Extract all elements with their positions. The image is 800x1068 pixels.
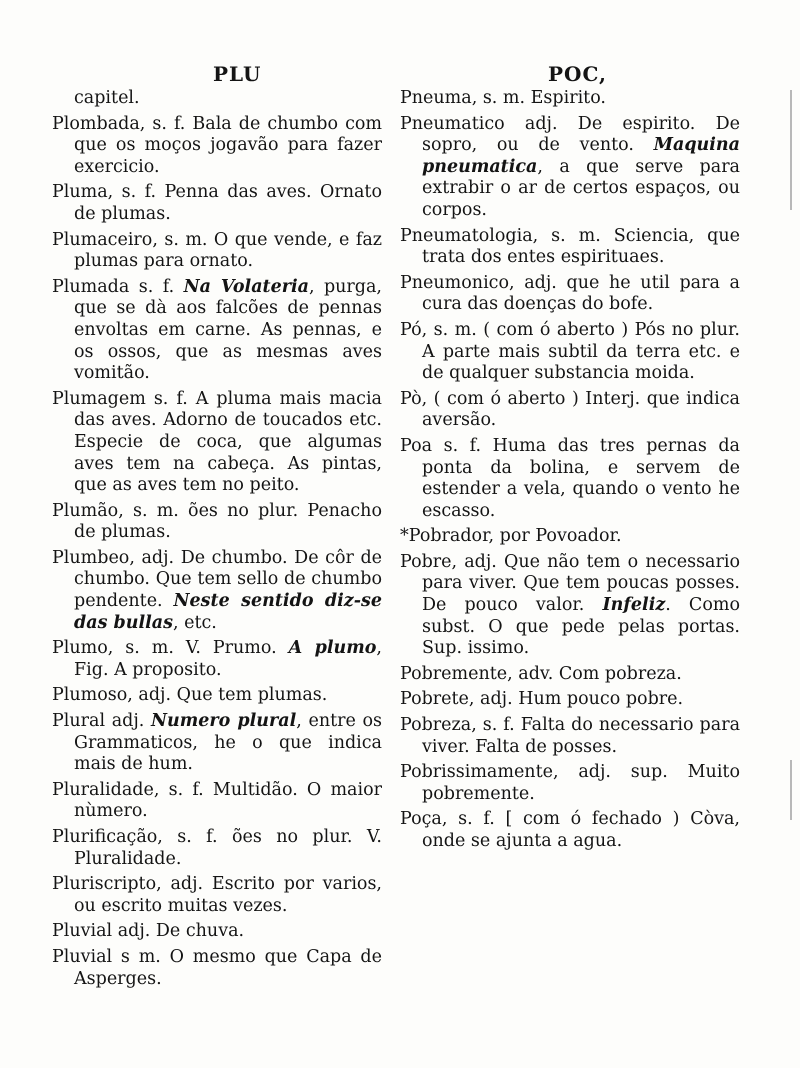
dictionary-entry-pluriscripto — [52, 874, 382, 917]
headword: Plumaceiro — [52, 229, 153, 250]
definition-text: , s. m. V. Prumo. — [107, 638, 289, 659]
definition-text: adj. De espirito. De sopro, ou de vento. — [422, 113, 740, 156]
dictionary-entry-poca — [400, 809, 740, 852]
headword: Plumbeo — [52, 547, 130, 568]
dictionary-entry-pobreza — [400, 715, 740, 758]
definition-text: capitel. — [74, 88, 140, 108]
dictionary-entry-capitel — [52, 88, 382, 110]
headword: Pobre — [400, 551, 452, 572]
dictionary-entry-pneumonico — [400, 273, 740, 316]
italic-phrase: Maquina pneumatica — [422, 135, 740, 177]
definition-text: , por Povoador. — [488, 526, 622, 547]
header-right-guideword: POC, — [548, 62, 607, 86]
definition-text: adj. De chuva. — [112, 921, 245, 942]
definition-text: s. f. A pluma mais macia das aves. Adorno de toucados etc. Especie de coca, que algumas aves tem na cabeça. As pintas, que as aves tem no peito. — [74, 388, 382, 496]
headword: *Pobrador — [400, 526, 489, 547]
definition-text: , adj. De chumbo. De côr de chumbo. Que tem sello de chumbo pendente. — [74, 547, 382, 612]
dictionary-entry-po — [400, 320, 740, 385]
headword: Pobreza — [400, 715, 472, 736]
dictionary-entry-pobremente — [400, 664, 740, 686]
headword: Pobrissimamente — [400, 762, 553, 783]
headword: Pluralidade — [52, 779, 154, 800]
dictionary-entry-plural — [52, 711, 382, 776]
headword: Plumada — [52, 276, 130, 297]
definition-text: , s. m. ( com ó aberto ) Pós no plur. A parte mais subtil da terra etc. e de qualquer substancia moida. — [421, 319, 740, 384]
dictionary-entry-pobre — [400, 552, 740, 660]
definition-text: , s. f. [ com ó fechado ) Còva, onde se ajunta a agua. — [422, 809, 740, 851]
definition-text: , adj. Escrito por varios, ou escrito muitas vezes. — [74, 874, 382, 916]
italic-phrase: Na Volateria — [183, 276, 309, 297]
dictionary-entry-plumada — [52, 277, 382, 385]
page-edge-shadow — [790, 90, 792, 210]
headword: Plurificação — [52, 827, 158, 847]
dictionary-entry-plumbeo — [52, 548, 382, 634]
dictionary-entry-plumaceiro — [52, 230, 382, 273]
dictionary-entry-poa — [400, 436, 740, 522]
headword: Pó — [400, 319, 422, 340]
italic-phrase: A plumo — [288, 638, 377, 659]
headword: Pò — [400, 388, 422, 409]
definition-text: , s. m. Sciencia, que trata dos entes espirituaes. — [422, 225, 740, 268]
definition-text: , adj. Hum pouco pobre. — [468, 689, 684, 710]
dictionary-entry-plurificacao — [52, 827, 382, 870]
definition-text: s m. O mesmo que Capa de Asperges. — [74, 946, 382, 989]
headword: Poa — [400, 435, 433, 456]
definition-text: , s. m. ões no plur. Penacho de plumas. — [74, 500, 382, 543]
definition-text: , s. m. Espirito. — [471, 88, 606, 108]
left-column — [52, 88, 382, 994]
headword: Plumão — [52, 500, 119, 521]
headword: Plural — [52, 711, 106, 732]
definition-text: , purga, que se dà aos falcões de pennas envoltas em carne. As pennas, e os ossos, que as mesmas aves vomitão. — [74, 276, 382, 384]
italic-phrase: Infeliz — [602, 595, 666, 616]
definition-text: , adj. Que tem plumas. — [127, 685, 328, 706]
headword: Pobremente — [400, 663, 508, 684]
definition-text: , Fig. A proposito. — [74, 638, 382, 680]
dictionary-entry-pneuma — [400, 88, 740, 110]
right-column — [400, 88, 740, 857]
dictionary-entry-po2 — [400, 389, 740, 432]
dictionary-entry-pluvial2 — [52, 947, 382, 990]
definition-text: , adv. Com pobreza. — [507, 663, 682, 684]
definition-text: , s. m. O que vende, e faz plumas para ornato. — [74, 229, 382, 272]
headword: Poça — [400, 809, 442, 830]
headword: Pneumatico — [400, 113, 505, 134]
dictionary-entry-plumao — [52, 501, 382, 544]
dictionary-entry-plumoso — [52, 685, 382, 707]
headword: Pneumatologia — [400, 225, 533, 246]
definition-text: . Como subst. O que pede pelas portas. Sup. issimo. — [422, 595, 740, 659]
italic-phrase: Numero plural — [150, 711, 297, 732]
definition-text: , s. f. ões no plur. V. Pluralidade. — [74, 827, 382, 869]
dictionary-entry-plumo — [52, 638, 382, 681]
headword: Pneuma — [400, 88, 472, 108]
italic-phrase: Neste sentido diz-se das bullas — [74, 591, 382, 633]
dictionary-entry-pneumatico — [400, 114, 740, 222]
dictionary-entry-pluma — [52, 182, 382, 225]
dictionary-entry-pluvial — [52, 921, 382, 943]
dictionary-entry-pluralidade — [52, 780, 382, 823]
definition-text: , adj. Que não tem o necessario para viver. Que tem poucas posses. De pouco valor. — [422, 551, 740, 616]
definition-text: , s. f. Penna das aves. Ornato de plumas. — [74, 182, 382, 224]
dictionary-entry-plombada — [52, 114, 382, 179]
dictionary-entry-pobrissimamente — [400, 762, 740, 805]
headword: Pneumonico — [400, 272, 510, 293]
headword: Plombada — [52, 113, 140, 134]
definition-text: , s. f. Bala de chumbo com que os moços jogavão para fazer exercicio. — [74, 113, 382, 177]
dictionary-entry-pobrete — [400, 689, 740, 711]
dictionary-entry-pobrador — [400, 526, 740, 548]
definition-text: , entre os Grammaticos, he o que indica mais de hum. — [74, 711, 383, 775]
dictionary-entry-pneumatologia — [400, 226, 740, 269]
headword: Pluma — [52, 182, 108, 203]
definition-text: s. f. — [129, 276, 184, 297]
headword: Pluvial — [52, 921, 113, 942]
definition-text: , adj. que he util para a cura das doenças do bofe. — [422, 272, 740, 315]
dictionary-entry-plumagem — [52, 389, 382, 497]
definition-text: , etc. — [172, 612, 217, 633]
page-edge-shadow — [790, 760, 792, 820]
definition-text: adj. — [105, 711, 151, 732]
headword: Pluvial — [52, 946, 113, 967]
definition-text: s. f. Huma das tres pernas da ponta da bolina, e servem de estender a vela, quando o vento he escasso. — [422, 435, 740, 521]
header-left-guideword: PLU — [213, 62, 262, 86]
definition-text: , a que serve para extrabir o ar de certos espaços, ou corpos. — [422, 156, 740, 220]
headword: Plumagem — [52, 388, 146, 409]
definition-text: , s. f. Multidão. O maior nùmero. — [74, 779, 382, 822]
definition-text: , adj. sup. Muito pobremente. — [422, 762, 740, 804]
definition-text: , s. f. Falta do necessario para viver. Falta de posses. — [422, 715, 740, 757]
headword: Plumo — [52, 638, 108, 659]
headword: Pluriscripto — [52, 874, 157, 895]
definition-text: , ( com ó aberto ) Interj. que indica aversão. — [421, 388, 740, 431]
headword: Plumoso — [52, 685, 128, 706]
headword: Pobrete — [400, 689, 469, 710]
